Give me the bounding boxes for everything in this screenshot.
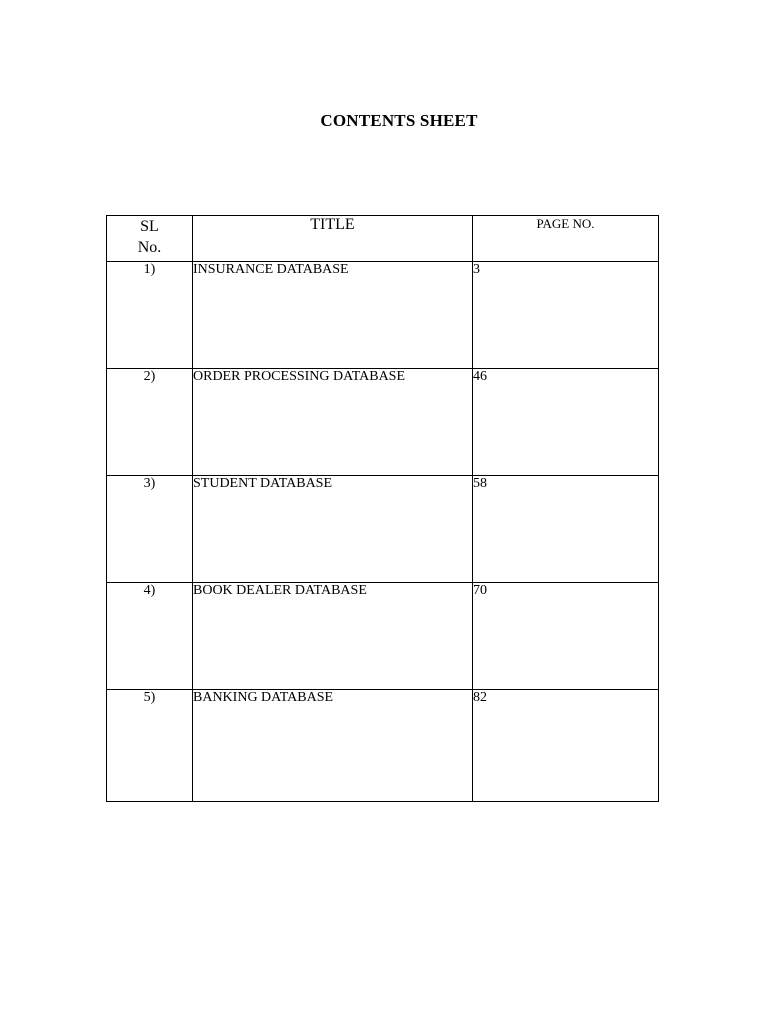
row-sl-no: 3) <box>107 476 193 583</box>
row-sl-no: 1) <box>107 262 193 369</box>
row-title: BANKING DATABASE <box>193 690 473 802</box>
table-row <box>107 262 659 369</box>
table-row <box>107 369 659 476</box>
contents-table <box>106 215 659 802</box>
row-page-no: 70 <box>473 583 659 690</box>
row-page-no: 3 <box>473 262 659 369</box>
table-header-row <box>107 216 659 262</box>
header-page-no: PAGE NO. <box>473 216 659 262</box>
header-sl-line2: No. <box>137 239 162 256</box>
table-row <box>107 476 659 583</box>
header-sl-no <box>107 216 193 262</box>
row-sl-no: 2) <box>107 369 193 476</box>
row-sl-no: 4) <box>107 583 193 690</box>
row-title: INSURANCE DATABASE <box>193 262 473 369</box>
row-page-no: 82 <box>473 690 659 802</box>
table-row <box>107 583 659 690</box>
row-page-no: 58 <box>473 476 659 583</box>
table-row <box>107 690 659 802</box>
row-title: ORDER PROCESSING DATABASE <box>193 369 473 476</box>
row-title: STUDENT DATABASE <box>193 476 473 583</box>
row-sl-no: 5) <box>107 690 193 802</box>
header-title: TITLE <box>193 216 473 262</box>
header-sl-line1: SL <box>140 218 159 235</box>
page-title: CONTENTS SHEET <box>320 111 478 130</box>
row-page-no: 46 <box>473 369 659 476</box>
row-title: BOOK DEALER DATABASE <box>193 583 473 690</box>
